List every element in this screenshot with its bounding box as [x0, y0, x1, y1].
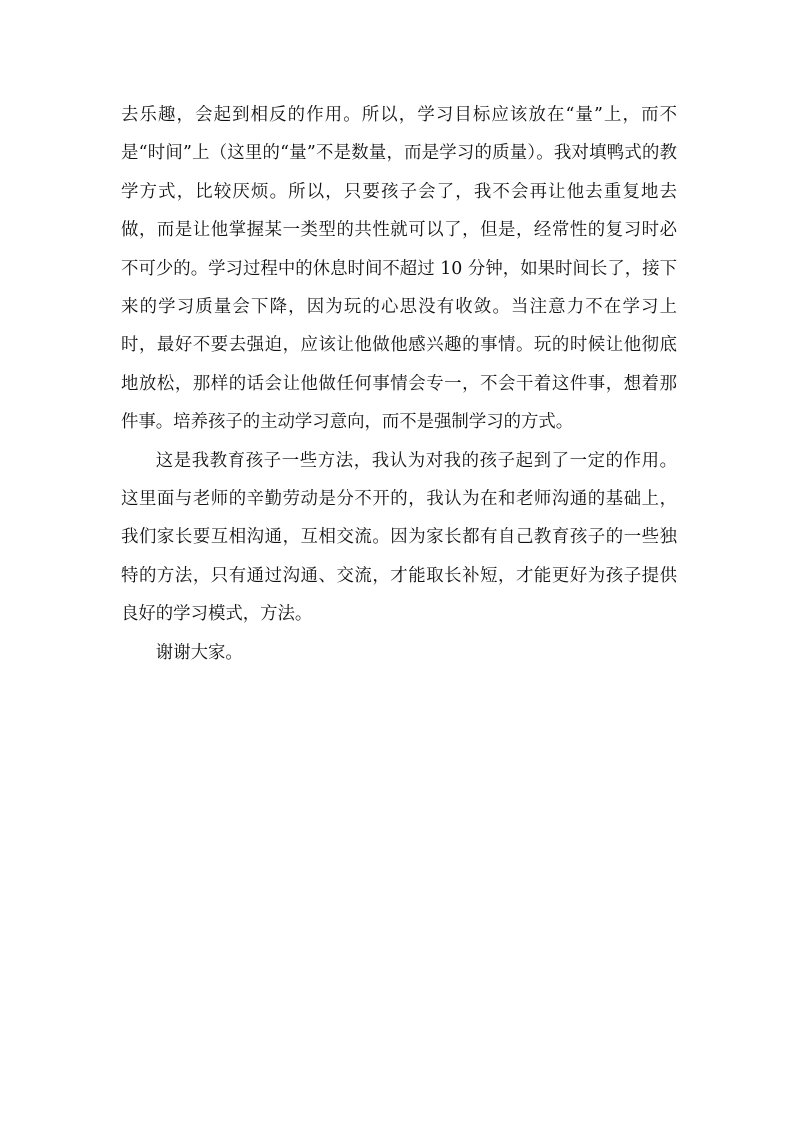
- paragraph-closing-thanks: 谢谢大家。: [155, 642, 243, 663]
- paragraph-methods-summary: 这是我教育孩子一些方法，我认为对我的孩子起到了一定的作用。这里面与老师的辛勤劳动是分不开的，我认为在和老师沟通的基础上，我们家长要互相沟通，互相交流。因为家长都有自己教育孩子的一些独特的方法，只有通过沟通、交流，才能取长补短，才能更好为孩子提供良好的学习模式，方法。: [121, 450, 677, 625]
- document-body: [121, 96, 677, 672]
- paragraph-continuation: 去乐趣，会起到相反的作用。所以，学习目标应该放在“量”上，而不是“时间”上（这里的“量”不是数量，而是学习的质量）。我对填鸭式的教学方式，比较厌烦。所以，只要孩子会了，我不会再让他去重复地去做，而是让他掌握某一类型的共性就可以了，但是，经常性的复习时必不可少的。学习过程中的休息时间不超过 10 分钟，如果时间长了，接下来的学习质量会下降，因为玩的心思没有收敛。当注意力不在学习上时，最好不要去强迫，应该让他做他感兴趣的事情。玩的时候让他彻底地放松，那样的话会让他做任何事情会专一，不会干着这件事，想着那件事。培养孩子的主动学习意向，而不是强制学习的方式。: [121, 105, 677, 433]
